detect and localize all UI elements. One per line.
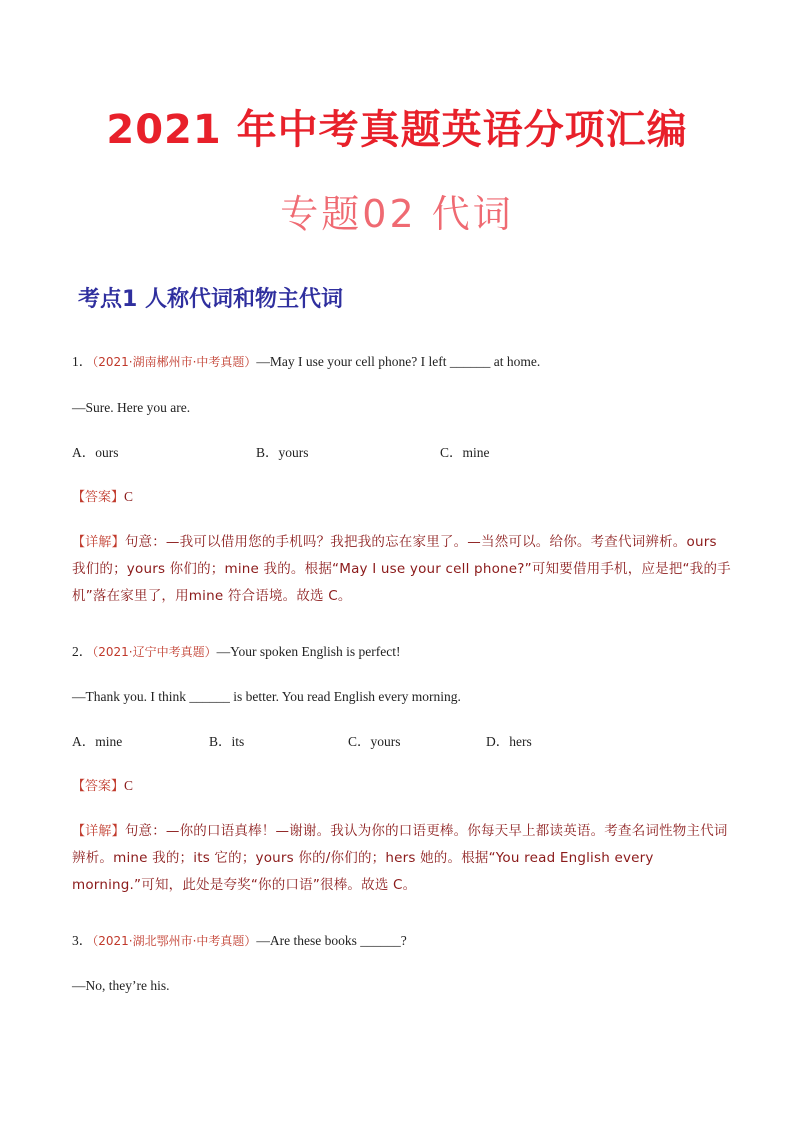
question-3-stem: [72, 931, 407, 951]
question-3-reply: —No, they’re his.: [72, 978, 170, 993]
question-1-explanation: [72, 529, 732, 610]
explain-tag: 【详解】: [72, 535, 125, 550]
question-text: —Are these books ______?: [256, 933, 407, 948]
question-text: —May I use your cell phone? I left ______ at home.: [256, 354, 541, 369]
question-2-option-d: D．hers: [486, 734, 532, 749]
question-source: （2021·辽宁中考真题）: [92, 645, 217, 659]
question-1-option-a: A．ours: [72, 445, 119, 460]
answer-value: C: [124, 489, 134, 504]
question-2-option-c: C．yours: [348, 734, 401, 749]
question-2-stem: [72, 642, 400, 662]
question-number: 3．: [72, 933, 93, 948]
question-number: 1．: [72, 354, 93, 369]
document-title: 2021 年中考真题英语分项汇编: [106, 107, 688, 153]
explain-tag: 【详解】: [72, 824, 125, 839]
question-1-answer: [72, 487, 133, 508]
question-source: （2021·湖南郴州市·中考真题）: [92, 355, 257, 369]
question-2-option-a: A．mine: [72, 734, 123, 749]
question-1-stem: [72, 352, 540, 372]
question-number: 2．: [72, 644, 93, 659]
question-1-option-c: C．mine: [440, 445, 490, 460]
question-2-explanation: [72, 818, 732, 899]
question-source: （2021·湖北鄂州市·中考真题）: [92, 934, 257, 948]
answer-tag: 【答案】: [72, 779, 125, 794]
document-subtitle: 专题02 代词: [280, 192, 514, 236]
question-1-option-b: B．yours: [256, 445, 309, 460]
answer-value: C: [124, 778, 134, 793]
question-text: —Your spoken English is perfect!: [216, 644, 401, 659]
explain-text: 句意：—我可以借用您的手机吗？我把我的忘在家里了。—当然可以。给你。考查代词辨析。ours 我们的；yours 你们的；mine 我的。根据“May I use your cell phone?”可知要借用手机，应是把“我的手机”落在家里了，用mine 符合语境。故选 C。: [72, 534, 731, 604]
question-2-answer: [72, 776, 133, 797]
answer-tag: 【答案】: [72, 490, 125, 505]
question-1-reply: —Sure. Here you are.: [72, 400, 191, 415]
question-2-option-b: B．its: [209, 734, 245, 749]
section-heading: 考点1 人称代词和物主代词: [78, 287, 343, 312]
question-2-reply: —Thank you. I think ______ is better. You read English every morning.: [72, 689, 461, 704]
explain-text: 句意：—你的口语真棒！—谢谢。我认为你的口语更棒。你每天早上都读英语。考查名词性物主代词辨析。mine 我的；its 它的；yours 你的/你们的；hers 她的。根据“You read English every morning.”可知，此处是夸奖“你的口语”很棒。故选 C。: [72, 823, 728, 893]
